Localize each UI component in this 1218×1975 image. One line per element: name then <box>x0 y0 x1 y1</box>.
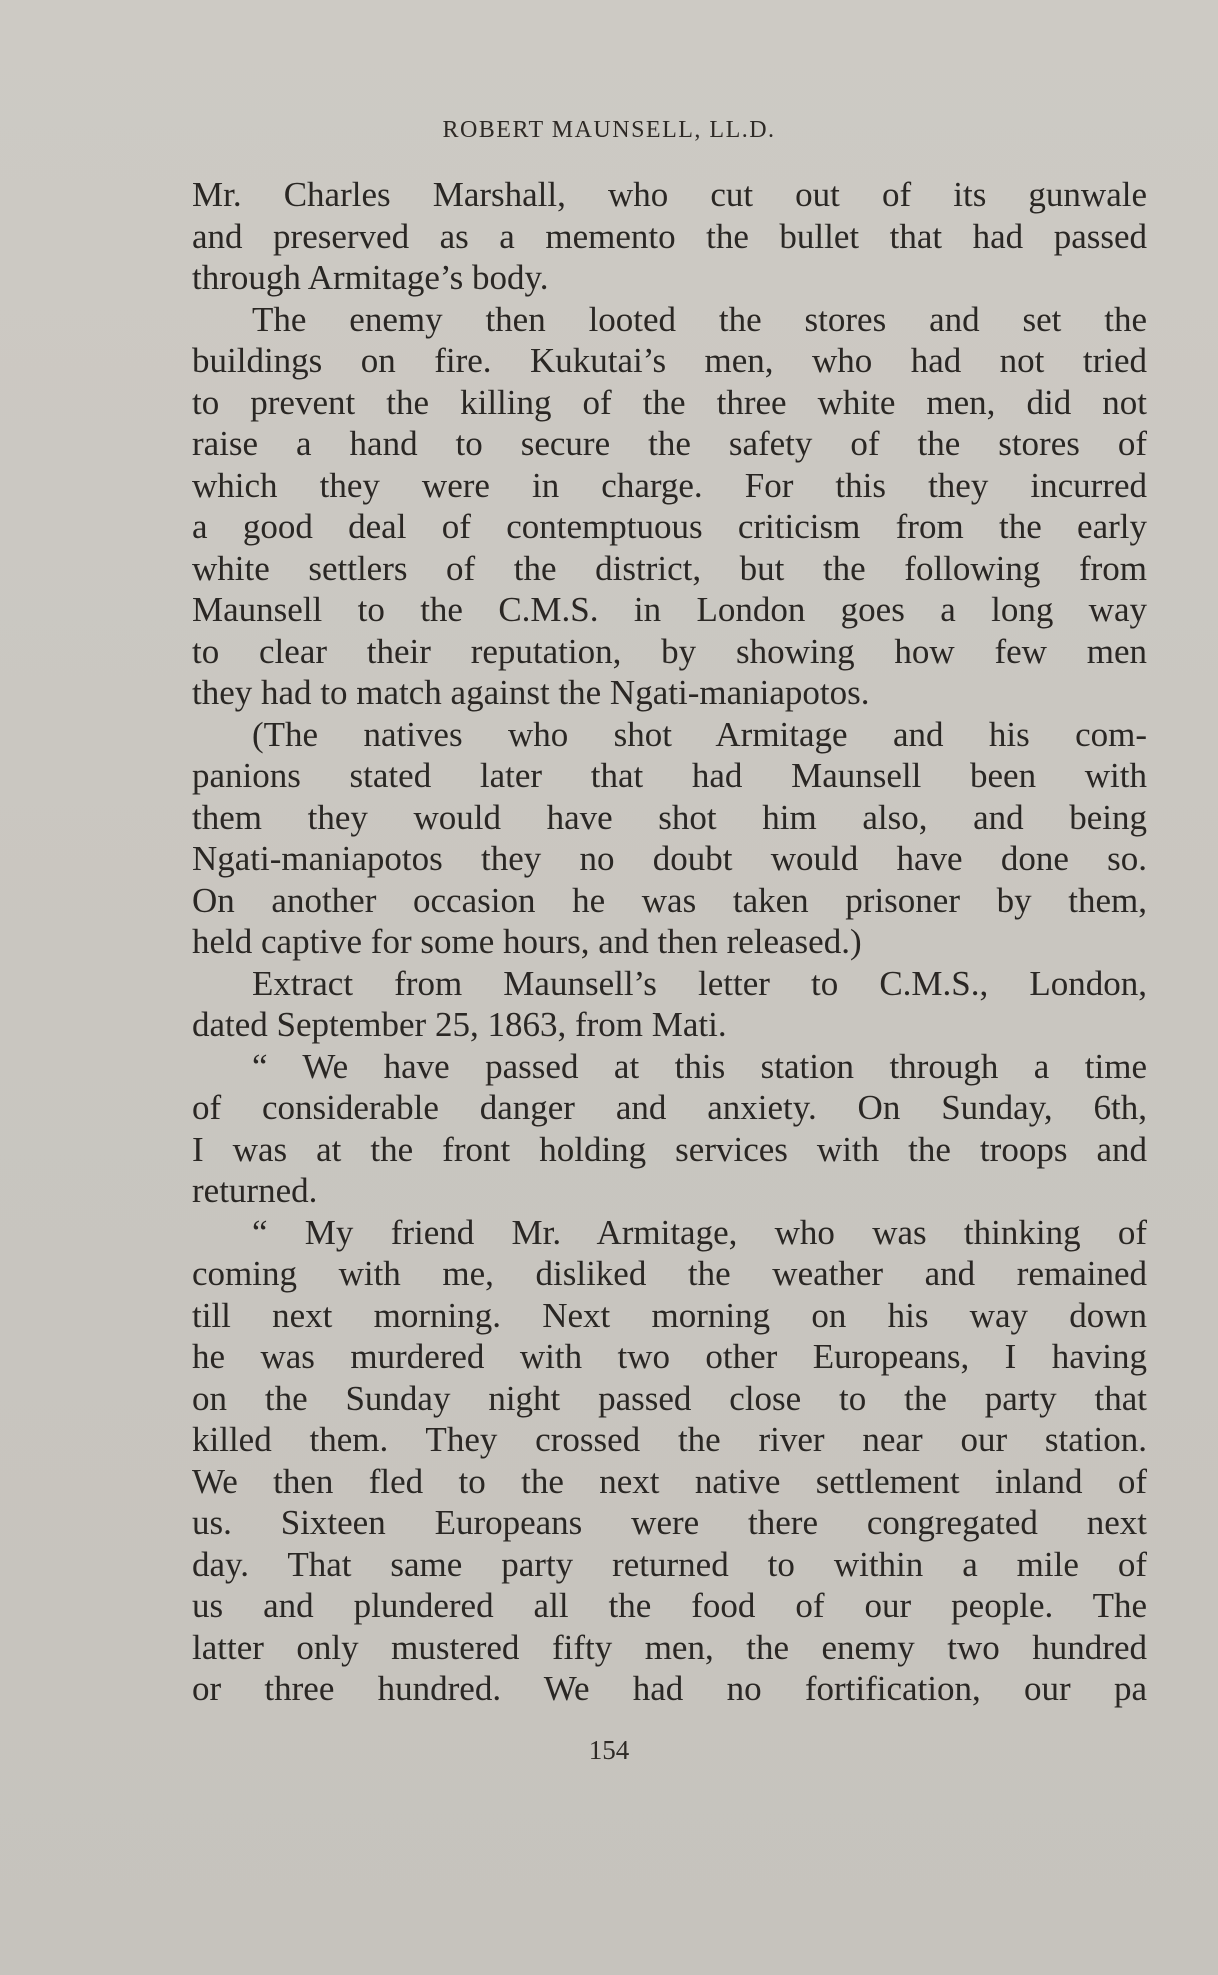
text-line: On another occasion he was taken prisoner by them, <box>192 880 1147 920</box>
text-line: day. That same party returned to within a mile of <box>192 1544 1147 1584</box>
text-line: “ My friend Mr. Armitage, who was thinking of <box>252 1212 1147 1252</box>
text-line: to prevent the killing of the three white men, did not <box>192 382 1147 422</box>
running-head: ROBERT MAUNSELL, LL.D. <box>442 117 776 143</box>
text-line: raise a hand to secure the safety of the stores of <box>192 424 1147 463</box>
text-line: We then fled to the next native settlement inland of <box>192 1461 1147 1501</box>
text-line: latter only mustered fifty men, the enemy two hundred <box>192 1627 1147 1667</box>
text-line: I was at the front holding services with the troops and <box>192 1129 1147 1169</box>
text-line: or three hundred. We had no fortification, our pa <box>192 1669 1147 1708</box>
text-line: panions stated later that had Maunsell been with <box>192 756 1147 795</box>
text-line: dated September 25, 1863, from Mati. <box>192 1005 727 1044</box>
text-line: to clear their reputation, by showing how few men <box>192 631 1147 671</box>
text-line: coming with me, disliked the weather and remained <box>192 1254 1147 1293</box>
text-line: us and plundered all the food of our people. The <box>192 1586 1147 1625</box>
text-line: Maunsell to the C.M.S. in London goes a long way <box>192 590 1147 629</box>
text-line: white settlers of the district, but the following from <box>192 548 1147 588</box>
text-line: through Armitage’s body. <box>192 258 549 297</box>
text-line: which they were in charge. For this they incurred <box>192 465 1147 505</box>
text-line: on the Sunday night passed close to the party that <box>192 1378 1147 1418</box>
text-line: killed them. They crossed the river near our station. <box>192 1420 1147 1459</box>
text-line: us. Sixteen Europeans were there congregated next <box>192 1503 1147 1542</box>
text-line: The enemy then looted the stores and set the <box>252 299 1147 339</box>
text-line: Ngati-maniapotos they no doubt would have done so. <box>192 839 1147 878</box>
text-line: buildings on fire. Kukutai’s men, who had not tried <box>192 341 1147 380</box>
text-line: and preserved as a memento the bullet that had passed <box>192 216 1147 256</box>
text-line: they had to match against the Ngati-maniapotos. <box>192 673 870 712</box>
text-line: he was murdered with two other Europeans, I having <box>192 1337 1147 1376</box>
text-line: till next morning. Next morning on his way down <box>192 1295 1147 1335</box>
text-line: Extract from Maunsell’s letter to C.M.S., London, <box>252 963 1147 1003</box>
body-text <box>192 174 1147 1710</box>
text-line: of considerable danger and anxiety. On Sunday, 6th, <box>192 1088 1147 1127</box>
text-line: “ We have passed at this station through a time <box>252 1046 1147 1086</box>
text-line: them they would have shot him also, and being <box>192 797 1147 837</box>
text-line: Mr. Charles Marshall, who cut out of its gunwale <box>192 175 1147 214</box>
text-line: held captive for some hours, and then released.) <box>192 922 862 961</box>
text-line: returned. <box>192 1171 318 1210</box>
text-line: a good deal of contemptuous criticism from the early <box>192 507 1147 546</box>
page-number: 154 <box>588 1735 630 1765</box>
text-line: (The natives who shot Armitage and his com- <box>252 714 1147 754</box>
